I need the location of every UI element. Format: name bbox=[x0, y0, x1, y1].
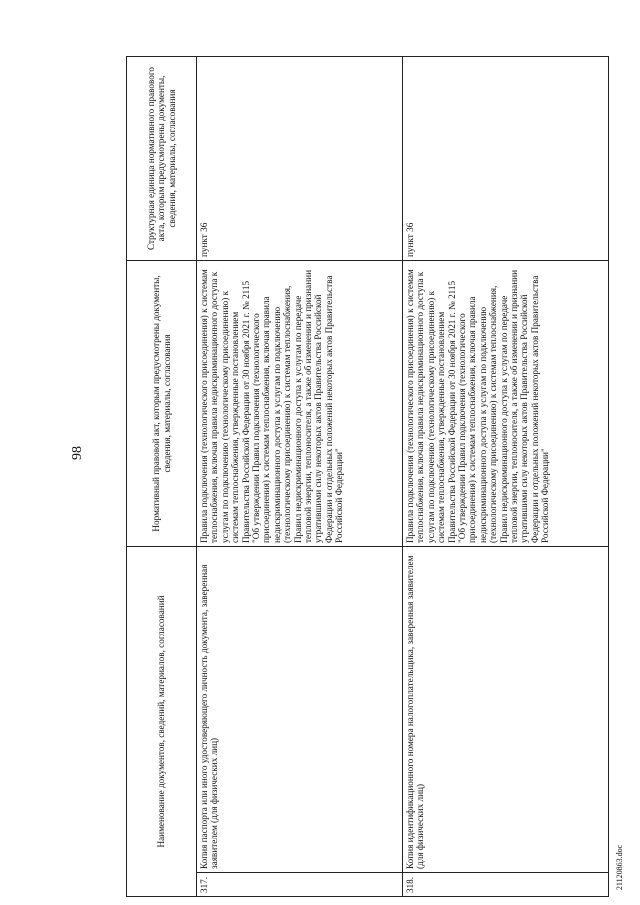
document-table-wrapper bbox=[126, 57, 608, 897]
row-struct-unit: пункт 36 bbox=[403, 56, 609, 260]
row-number: 318. bbox=[403, 873, 609, 897]
table-row bbox=[197, 56, 403, 896]
row-legal-act: Правила подключения (технологического присоединения) к системам теплоснабжения, включая правила недискриминационного доступа к услугам по подключению (технологическому присоединению) к системам теплоснабжения, утвержденные постановлением Правительства Российской Федерации от 30 ноября 2021 г. № 2115 "Об утверждении Правил подключения (технологического присоединения) к системам теплоснабжения, включая правила недискриминационного доступа к услугам по подключению (технологическому присоединению) к системам теплоснабжения, Правил недискриминационного доступа к услугам по передаче тепловой энергии, теплоносителя, а также об изменении и признании утратившими силу некоторых актов Правительства Российской Федерации и отдельных положений некоторых актов Правительства Российской Федерации" bbox=[403, 260, 609, 546]
row-doc-name: Копия паспорта или иного удостоверяющего личность документа, заверенная заявителем (для физических лиц) bbox=[197, 546, 403, 872]
header-struct-unit: Структурная единица нормативного правового акта, которым предусмотрены документы, сведения, материалы, согласования bbox=[127, 56, 197, 260]
document-file-id-text: 21120863.doc bbox=[615, 844, 625, 890]
row-number: 317. bbox=[197, 873, 403, 897]
row-legal-act: Правила подключения (технологического присоединения) к системам теплоснабжения, включая правила недискриминационного доступа к услугам по подключению (технологическому присоединению) к системам теплоснабжения, утвержденные постановлением Правительства Российской Федерации от 30 ноября 2021 г. № 2115 "Об утверждении Правил подключения (технологического присоединения) к системам теплоснабжения, включая правила недискриминационного доступа к услугам по подключению (технологическому присоединению) к системам теплоснабжения, Правил недискриминационного доступа к услугам по передаче тепловой энергии, теплоносителя, а также об изменении и признании утратившими силу некоторых актов Правительства Российской Федерации и отдельных положений некоторых актов Правительства Российской Федерации" bbox=[197, 260, 403, 546]
page-number-text: 98 bbox=[70, 446, 85, 460]
page-number bbox=[63, 438, 93, 468]
document-file-id bbox=[600, 844, 640, 890]
document-table bbox=[126, 56, 609, 897]
table-header-row bbox=[127, 56, 197, 896]
header-legal-act: Нормативный правовой акт, которым предусмотрены документы, сведения, материалы, согласования bbox=[127, 260, 197, 546]
row-struct-unit: пункт 36 bbox=[197, 56, 403, 260]
table-row bbox=[403, 56, 609, 896]
row-doc-name: Копия идентификационного номера налогоплательщика, заверенная заявителем (для физических лиц) bbox=[403, 546, 609, 872]
header-doc-name: Наименование документов, сведений, материалов, согласований bbox=[127, 546, 197, 896]
